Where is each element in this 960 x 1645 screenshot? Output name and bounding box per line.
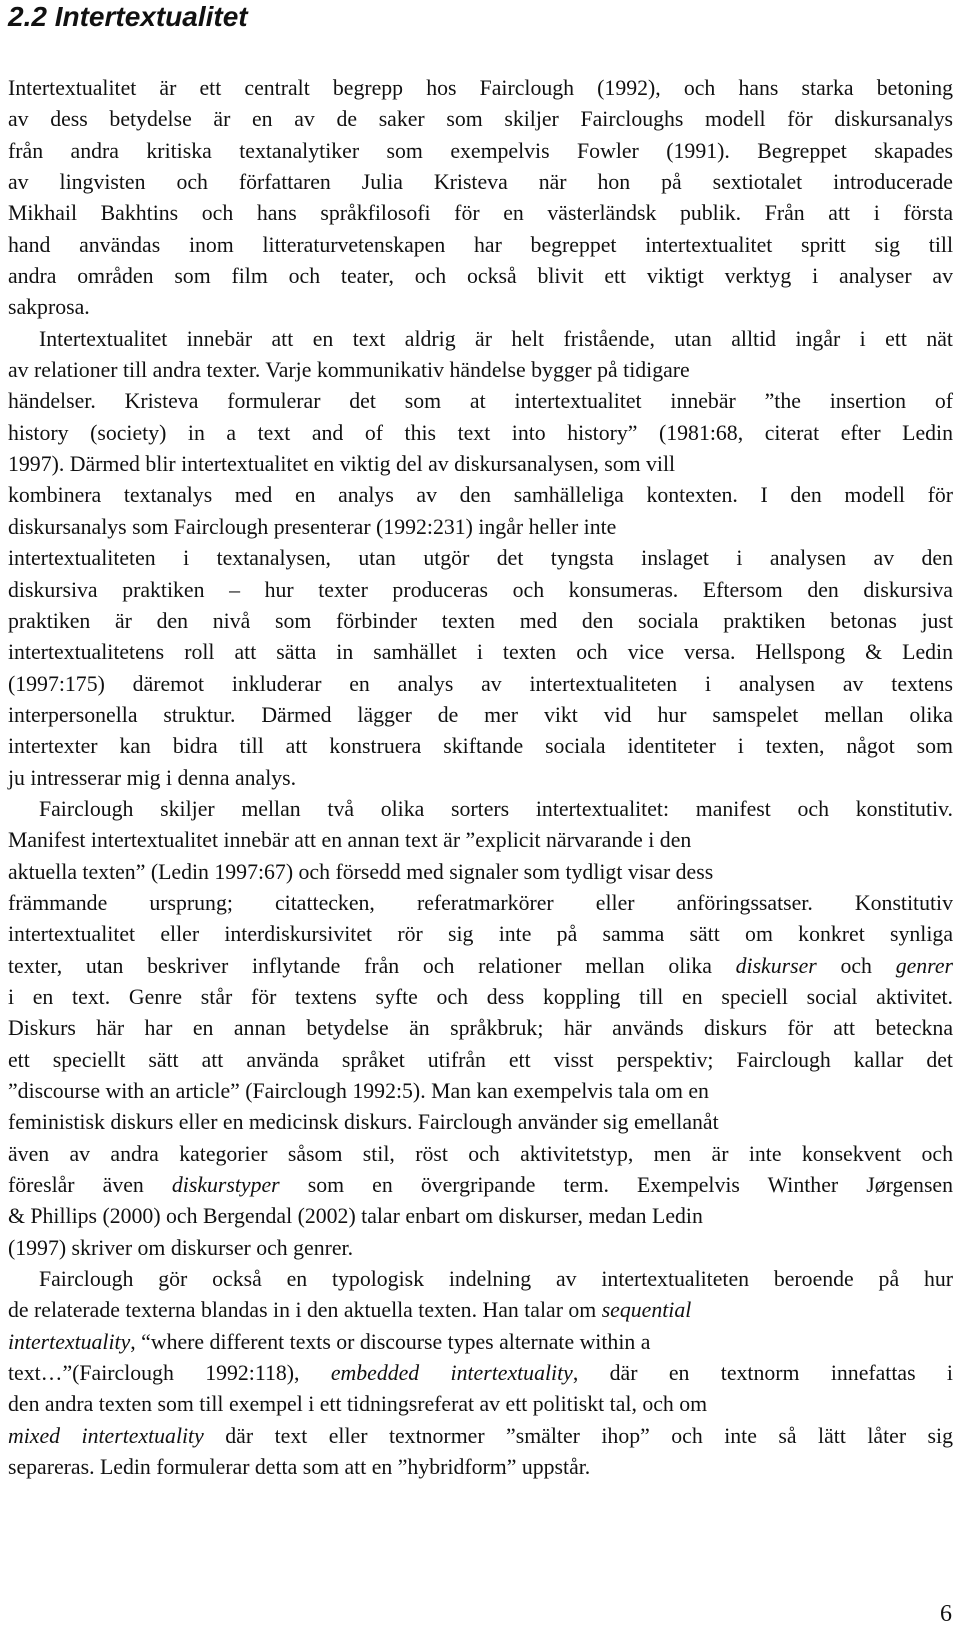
page-number: 6 [940, 1601, 952, 1627]
text-line [8, 1264, 953, 1295]
text-segment: Fairclough gör också en typologisk indelning av intertextualiteten beroende på hur [39, 1267, 953, 1292]
text-line [8, 1201, 953, 1232]
text-line [8, 543, 953, 574]
text-line [8, 1233, 953, 1264]
text-segment: 1997). Därmed blir intertextualitet en viktig del av diskursanalysen, som vill [8, 452, 676, 477]
italic-term: embedded intertextuality [330, 1361, 573, 1386]
text-line [8, 888, 953, 919]
text-segment: intertextualitet eller interdiskursivitet rör sig inte på samma sätt om konkret synliga [8, 922, 953, 947]
text-segment: föreslår även [8, 1173, 172, 1198]
text-segment: av dess betydelse är en av de saker som skiljer Faircloughs modell för diskursanalys [8, 107, 953, 132]
text-line [8, 480, 953, 511]
text-line [8, 136, 953, 167]
text-line [8, 324, 953, 355]
text-segment: & Phillips (2000) och Bergendal (2002) talar enbart om diskurser, medan Ledin [8, 1204, 703, 1229]
text-line [8, 982, 953, 1013]
text-segment: separeras. Ledin formulerar detta som att en ”hybridform” uppstår. [8, 1455, 591, 1480]
italic-term: genrer [895, 953, 953, 978]
text-segment: av lingvisten och författaren Julia Kristeva när hon på sextiotalet introducerade [8, 170, 953, 195]
text-line [8, 919, 953, 950]
text-segment: de relaterade texterna blandas in i den aktuella texten. Han talar om [8, 1298, 602, 1323]
text-segment: den andra texten som till exempel i ett tidningsreferat av ett politiskt tal, och om [8, 1392, 708, 1417]
text-segment: diskursiva praktiken – hur texter produceras och konsumeras. Eftersom den diskursiva [8, 577, 953, 602]
text-line [8, 261, 953, 292]
text-line [8, 1170, 953, 1201]
text-line [8, 104, 953, 135]
text-segment: Intertextualitet är ett centralt begrepp hos Fairclough (1992), och hans starka betoning [8, 76, 953, 100]
text-segment: andra områden som film och teater, och också blivit ett viktigt verktyg i analyser av [8, 264, 953, 289]
italic-term: intertextuality [8, 1329, 131, 1354]
text-line [8, 1045, 953, 1076]
italic-term: mixed intertextuality [8, 1423, 204, 1448]
text-segment: history (society) in a text and of this text into history” (1981:68, citerat efter Ledin [8, 420, 953, 445]
text-line [8, 669, 953, 700]
text-line [8, 575, 953, 606]
text-line [8, 418, 953, 449]
text-line [8, 167, 953, 198]
text-line [8, 1452, 953, 1483]
text-segment: och [816, 953, 896, 978]
text-segment: där text eller textnormer ”smälter ihop” och inte så lätt låter sig [203, 1423, 953, 1448]
text-segment: praktiken är den nivå som förbinder texten med den sociala praktiken betonas just [8, 608, 953, 633]
text-segment: av relationer till andra texter. Varje kommunikativ händelse bygger på tidigare [8, 358, 690, 383]
text-segment: Intertextualitet innebär att en text aldrig är helt fristående, utan alltid ingår i ett nät [39, 326, 953, 351]
text-line [8, 512, 953, 543]
text-line [8, 857, 953, 888]
text-line [8, 763, 953, 794]
text-segment: ett speciellt sätt att använda språket utifrån ett visst perspektiv; Fairclough kallar det [8, 1047, 953, 1072]
text-segment: (1997:175) däremot inkluderar en analys av intertextualiteten i analysen av textens [8, 671, 953, 696]
text-line [8, 1013, 953, 1044]
text-segment: Fairclough skiljer mellan två olika sorters intertextualitet: manifest och konstitutiv. [39, 796, 953, 821]
text-segment: intertextualitetens roll att sätta in samhället i texten och vice versa. Hellspong & Ledin [8, 640, 953, 665]
text-segment: även av andra kategorier såsom stil, röst och aktivitetstyp, men är inte konsekvent och [8, 1141, 953, 1166]
text-segment: (1997) skriver om diskurser och genrer. [8, 1235, 354, 1260]
text-segment: Diskurs här har en annan betydelse än språkbruk; här används diskurs för att beteckna [8, 1016, 953, 1041]
text-line [8, 731, 953, 762]
text-line [8, 825, 953, 856]
text-line [8, 386, 953, 417]
text-line [8, 198, 953, 229]
text-line [8, 1358, 953, 1389]
body-text [8, 73, 953, 1483]
text-segment: texter, utan beskriver inflytande från och relationer mellan olika [8, 953, 736, 978]
text-segment: intertexter kan bidra till att konstruera skiftande sociala identiteter i texten, något som [8, 734, 953, 759]
text-segment: , “where different texts or discourse types alternate within a [130, 1329, 651, 1354]
text-line [8, 1295, 953, 1326]
text-line [8, 1076, 953, 1107]
text-segment: Mikhail Bakhtins och hans språkfilosofi för en västerländsk publik. Från att i första [8, 201, 953, 226]
text-line [8, 1327, 953, 1358]
text-segment: från andra kritiska textanalytiker som exempelvis Fowler (1991). Begreppet skapades [8, 138, 953, 163]
text-segment: ”discourse with an article” (Fairclough 1992:5). Man kan exempelvis tala om en [8, 1079, 709, 1103]
italic-term: diskurser [735, 953, 817, 978]
text-line [8, 1389, 953, 1420]
text-line [8, 637, 953, 668]
section-heading: 2.2 Intertextualitet [8, 1, 248, 32]
text-segment: ju intresserar mig i denna analys. [8, 765, 297, 790]
text-segment: som en övergripande term. Exempelvis Winther Jørgensen [279, 1173, 953, 1198]
text-segment: intertextualiteten i textanalysen, utan utgör det tyngsta inslaget i analysen av den [8, 546, 953, 571]
text-line [8, 1107, 953, 1138]
text-line [8, 449, 953, 480]
italic-term: sequential [601, 1298, 692, 1323]
text-segment: feministisk diskurs eller en medicinsk diskurs. Fairclough använder sig emellanåt [8, 1110, 719, 1135]
text-segment: främmande ursprung; citattecken, referatmarkörer eller anföringssatser. Konstitutiv [8, 890, 953, 915]
text-line [8, 355, 953, 386]
text-segment: i en text. Genre står för textens syfte och dess koppling till en speciell social aktivitet. [8, 984, 953, 1009]
text-line [8, 1139, 953, 1170]
text-line [8, 292, 953, 323]
text-segment: interpersonella struktur. Därmed lägger de mer vikt vid hur samspelet mellan olika [8, 702, 953, 727]
text-segment: , där en textnorm innefattas i [572, 1361, 953, 1386]
text-segment: diskursanalys som Fairclough presenterar (1992:231) ingår heller inte [8, 514, 617, 539]
text-line [8, 73, 953, 104]
text-line [8, 230, 953, 261]
text-segment: kombinera textanalys med en analys av den samhälleliga kontexten. I den modell för [8, 483, 953, 508]
text-line [8, 1421, 953, 1452]
text-segment: Manifest intertextualitet innebär att en annan text är ”explicit närvarande i den [8, 828, 692, 853]
text-segment: hand användas inom litteraturvetenskapen har begreppet intertextualitet spritt sig till [8, 232, 953, 257]
text-segment: sakprosa. [8, 295, 90, 320]
text-segment: händelser. Kristeva formulerar det som at intertextualitet innebär ”the insertion of [8, 389, 953, 414]
italic-term: diskurstyper [171, 1173, 280, 1198]
text-line [8, 794, 953, 825]
text-line [8, 951, 953, 982]
text-line [8, 700, 953, 731]
text-segment: aktuella texten” (Ledin 1997:67) och försedd med signaler som tydligt visar dess [8, 859, 714, 884]
text-segment: text…”(Fairclough 1992:118), [8, 1361, 331, 1386]
text-line [8, 606, 953, 637]
